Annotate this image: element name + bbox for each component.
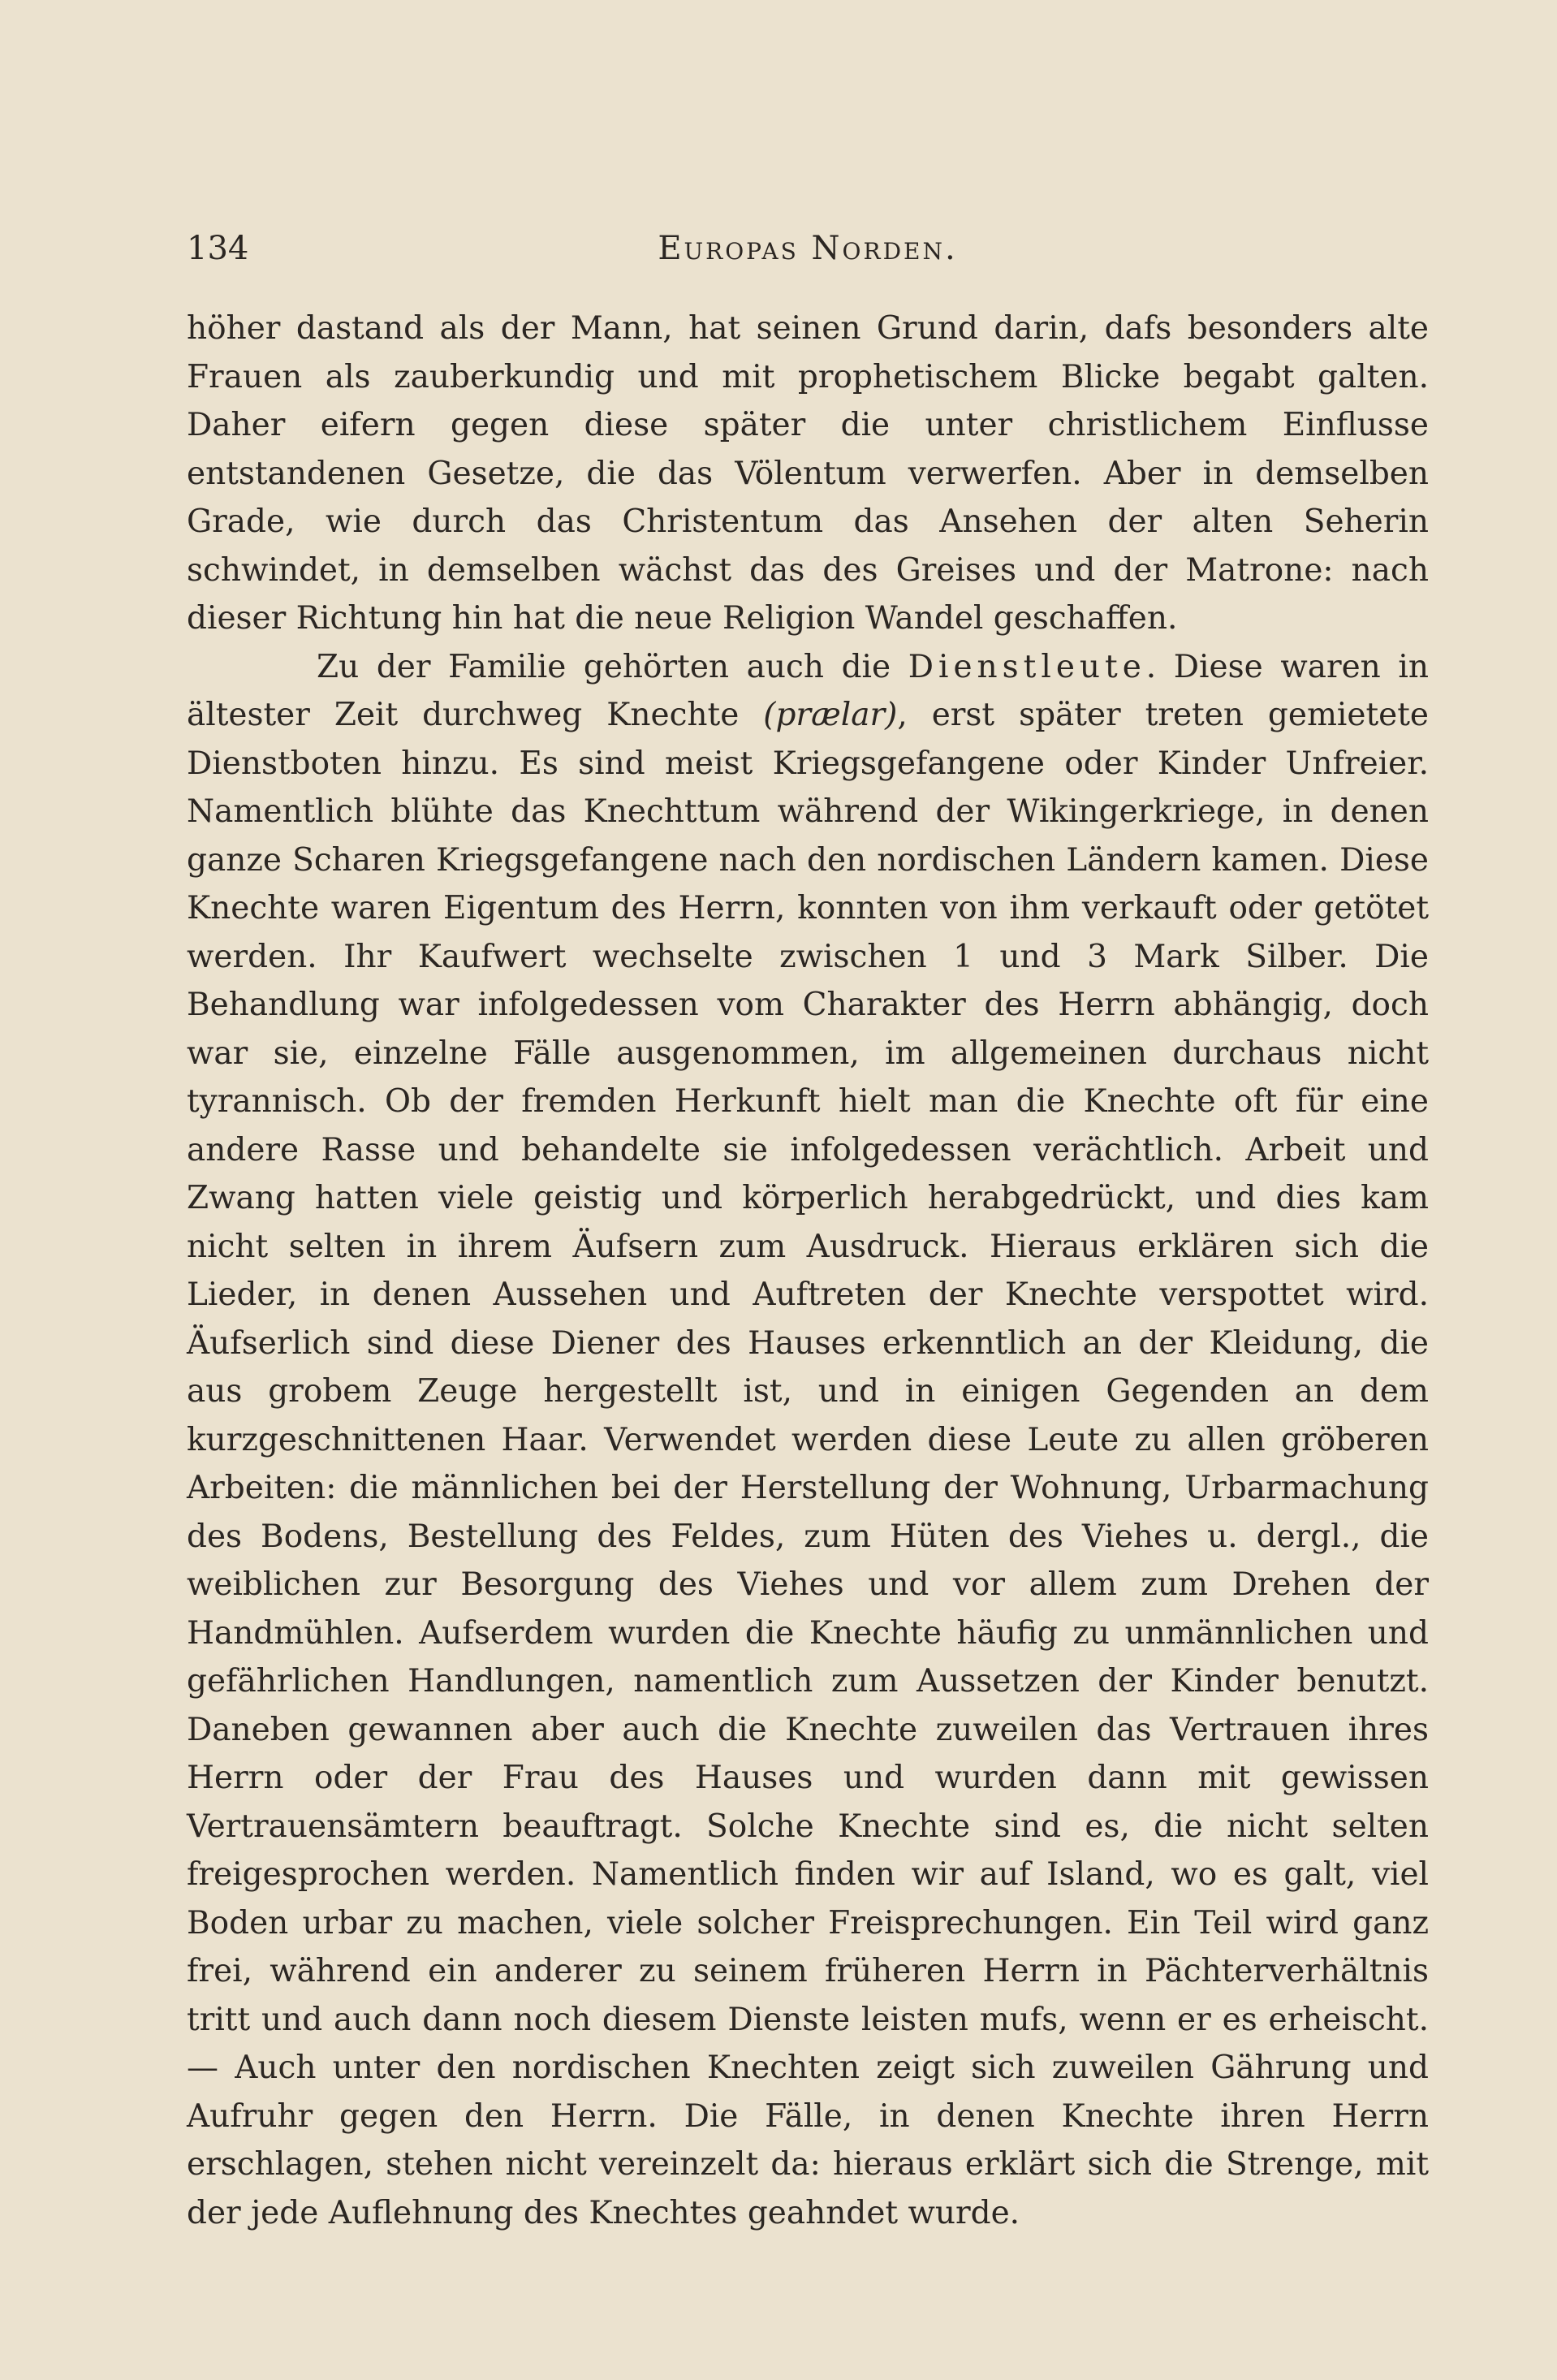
paragraph-2-part2: . Diese waren in ältester Zeit durchweg Knechte <box>187 648 1429 733</box>
paragraph-2-rest: , erst später treten gemietete Dienstboten hinzu. Es sind meist Kriegsgefangene oder Kinder Unfreier. Namentlich blühte das Knechttum während der Wikingerkriege, in denen ganze Scharen Kriegsgefangene nach den nordischen Ländern kamen. Diese Knechte waren Eigentum des Herrn, konnten von ihm verkauft oder getötet werden. Ihr Kaufwert wechselte zwischen 1 und 3 Mark Silber. Die Behandlung war infolgedessen vom Charakter des Herrn abhängig, doch war sie, einzelne Fälle ausgenommen, im allgemeinen durchaus nicht tyrannisch. Ob der fremden Herkunft hielt man die Knechte oft für eine andere Rasse und behandelte sie infolgedessen verächtlich. Arbeit und Zwang hatten viele geistig und körperlich herabgedrückt, und dies kam nicht selten in ihrem Äufsern zum Ausdruck. Hieraus erklären sich die Lieder, in denen Aussehen und Auftreten der Knechte verspottet wird. Äufserlich sind diese Diener des Hauses erkenntlich an der Kleidung, die aus grobem Zeuge hergestellt ist, und in einigen Gegenden an dem kurzgeschnittenen Haar. Verwendet werden diese Leute zu allen gröberen Arbeiten: die männlichen bei der Herstellung der Wohnung, Urbarmachung des Bodens, Bestellung des Feldes, zum Hüten des Viehes u. dergl., die weiblichen zur Besorgung des Viehes und vor allem zum Drehen der Handmühlen. Aufserdem wurden die Knechte häufig zu unmännlichen und gefährlichen Handlungen, namentlich zum Aussetzen der Kinder benutzt. Daneben gewannen aber auch die Knechte zuweilen das Vertrauen ihres Herrn oder der Frau des Hauses und wurden dann mit gewissen Vertrauensämtern beauftragt. Solche Knechte sind es, die nicht selten freigesprochen werden. Namentlich finden wir auf Island, wo es galt, viel Boden urbar zu machen, viele solcher Freisprechungen. Ein Teil wird ganz frei, während ein anderer zu seinem früheren Herrn in Pächterverhältnis tritt und auch dann noch diesem Dienste leisten mufs, wenn er es erheischt. — Auch unter den nordischen Knechten zeigt sich zuweilen Gährung und Aufruhr gegen den Herrn. Die Fälle, in denen Knechte ihren Herrn erschlagen, stehen nicht vereinzelt da: hieraus erklärt sich die Strenge, mit der jede Auflehnung des Knechtes geahndet wurde. <box>187 697 1429 2231</box>
running-title: Europas Norden. <box>658 230 958 267</box>
italic-term-praelar: (prælar) <box>763 697 898 733</box>
running-head <box>187 226 1429 271</box>
paragraph-2-intro: Zu der Familie gehörten auch die <box>317 648 908 685</box>
body-text <box>187 305 1429 2237</box>
spaced-term-dienstleute: Dienstleute <box>908 648 1146 685</box>
paragraph-1: höher dastand als der Mann, hat seinen Grund darin, dafs besonders alte Frauen als zauberkundig und mit prophetischem Blicke begabt galten. Daher eifern gegen diese später die unter christlichem Einflusse entstandenen Gesetze, die das Völentum verwerfen. Aber in demselben Grade, wie durch das Christentum das Ansehen der alten Seherin schwindet, in demselben wächst das des Greises und der Matrone: nach dieser Richtung hin hat die neue Religion Wandel geschaffen. <box>187 310 1429 637</box>
page-number: 134 <box>187 230 249 267</box>
paragraph-2 <box>187 643 1429 2238</box>
